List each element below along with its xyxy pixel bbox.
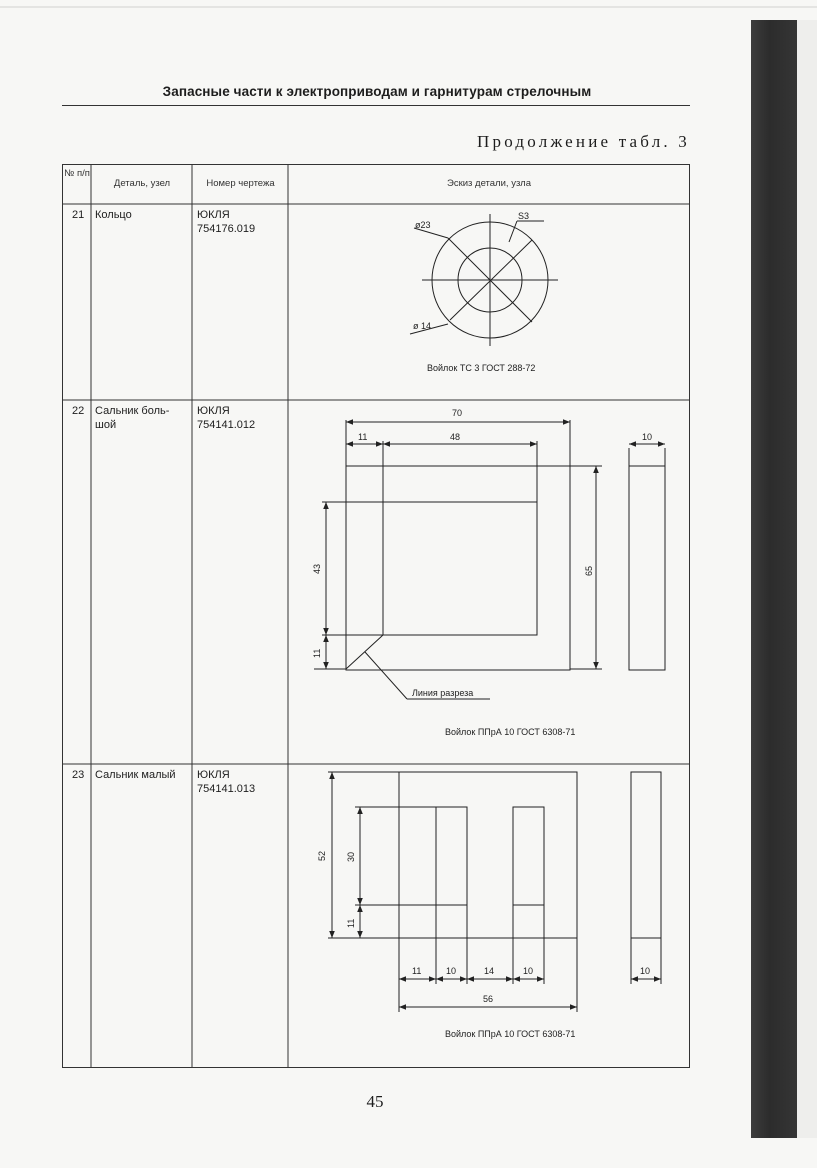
scan-margin [797,20,817,1138]
big-seal-material-label: Войлок ППрА 10 ГОСТ 6308-71 [445,727,576,737]
parts-table [62,164,690,1068]
small-seal-bottom-offset-label: 11 [346,918,356,928]
small-seal-slot-height-label: 30 [346,851,356,862]
big-seal-bottom-offset-label: 11 [312,648,322,658]
page-top-edge [0,6,817,8]
row-23-drawing: ЮКЛЯ 754141.013 [197,769,256,795]
ring-sketch [410,214,558,346]
big-seal-sketch [314,420,665,699]
table-grid [62,164,690,1068]
ring-inner-diameter-label: ø 14 [413,321,432,331]
small-seal-height-label: 52 [317,850,327,861]
small-seal-sketch [328,772,661,1012]
table-caption: Продолжение табл. 3 [477,132,690,151]
header-rule [62,105,690,106]
small-seal-material-label: Войлок ППрА 10 ГОСТ 6308-71 [445,1029,576,1039]
big-seal-left-offset-label: 11 [358,432,368,442]
row-22-number: 22 [72,405,85,417]
row-22-drawing: ЮКЛЯ 754141.012 [197,405,256,431]
small-seal-dim-a-label: 11 [412,966,422,976]
scan-binding-shadow [751,20,797,1138]
small-seal-dim-d-label: 10 [523,966,534,976]
big-seal-side-thickness-label: 10 [642,432,653,442]
small-seal-side-thickness-label: 10 [640,966,651,976]
page-number: 45 [366,1092,384,1111]
row-23-part: Сальник малый [95,769,176,781]
big-seal-inner-width-label: 48 [450,432,461,442]
small-seal-dim-b-label: 10 [446,966,457,976]
column-header-sketch: Эскиз детали, узла [446,178,532,189]
big-seal-inner-height-label: 43 [312,563,322,574]
row-21-number: 21 [72,209,85,221]
small-seal-dim-c-label: 14 [484,966,495,976]
row-21-part: Кольцо [95,209,132,221]
column-header-number: № п/п [64,168,90,179]
ring-material-label: Войлок ТС 3 ГОСТ 288-72 [427,363,536,373]
ring-outer-diameter-label: ø23 [415,220,431,230]
row-21-drawing: ЮКЛЯ 754176.019 [197,209,256,235]
small-seal-width-label: 56 [483,994,494,1004]
cut-line-label: Линия разреза [412,688,474,698]
column-header-drawing: Номер чертежа [206,178,275,189]
row-23-number: 23 [72,769,85,781]
ring-thickness-label: S3 [518,211,530,221]
row-22-part: Сальник боль-шой [95,405,170,431]
running-header: Запасные части к электроприводам и гарнитурам стрелочным [162,84,592,99]
big-seal-width-label: 70 [452,408,463,418]
column-header-part: Деталь, узел [113,178,171,189]
big-seal-height-label: 65 [584,565,594,576]
